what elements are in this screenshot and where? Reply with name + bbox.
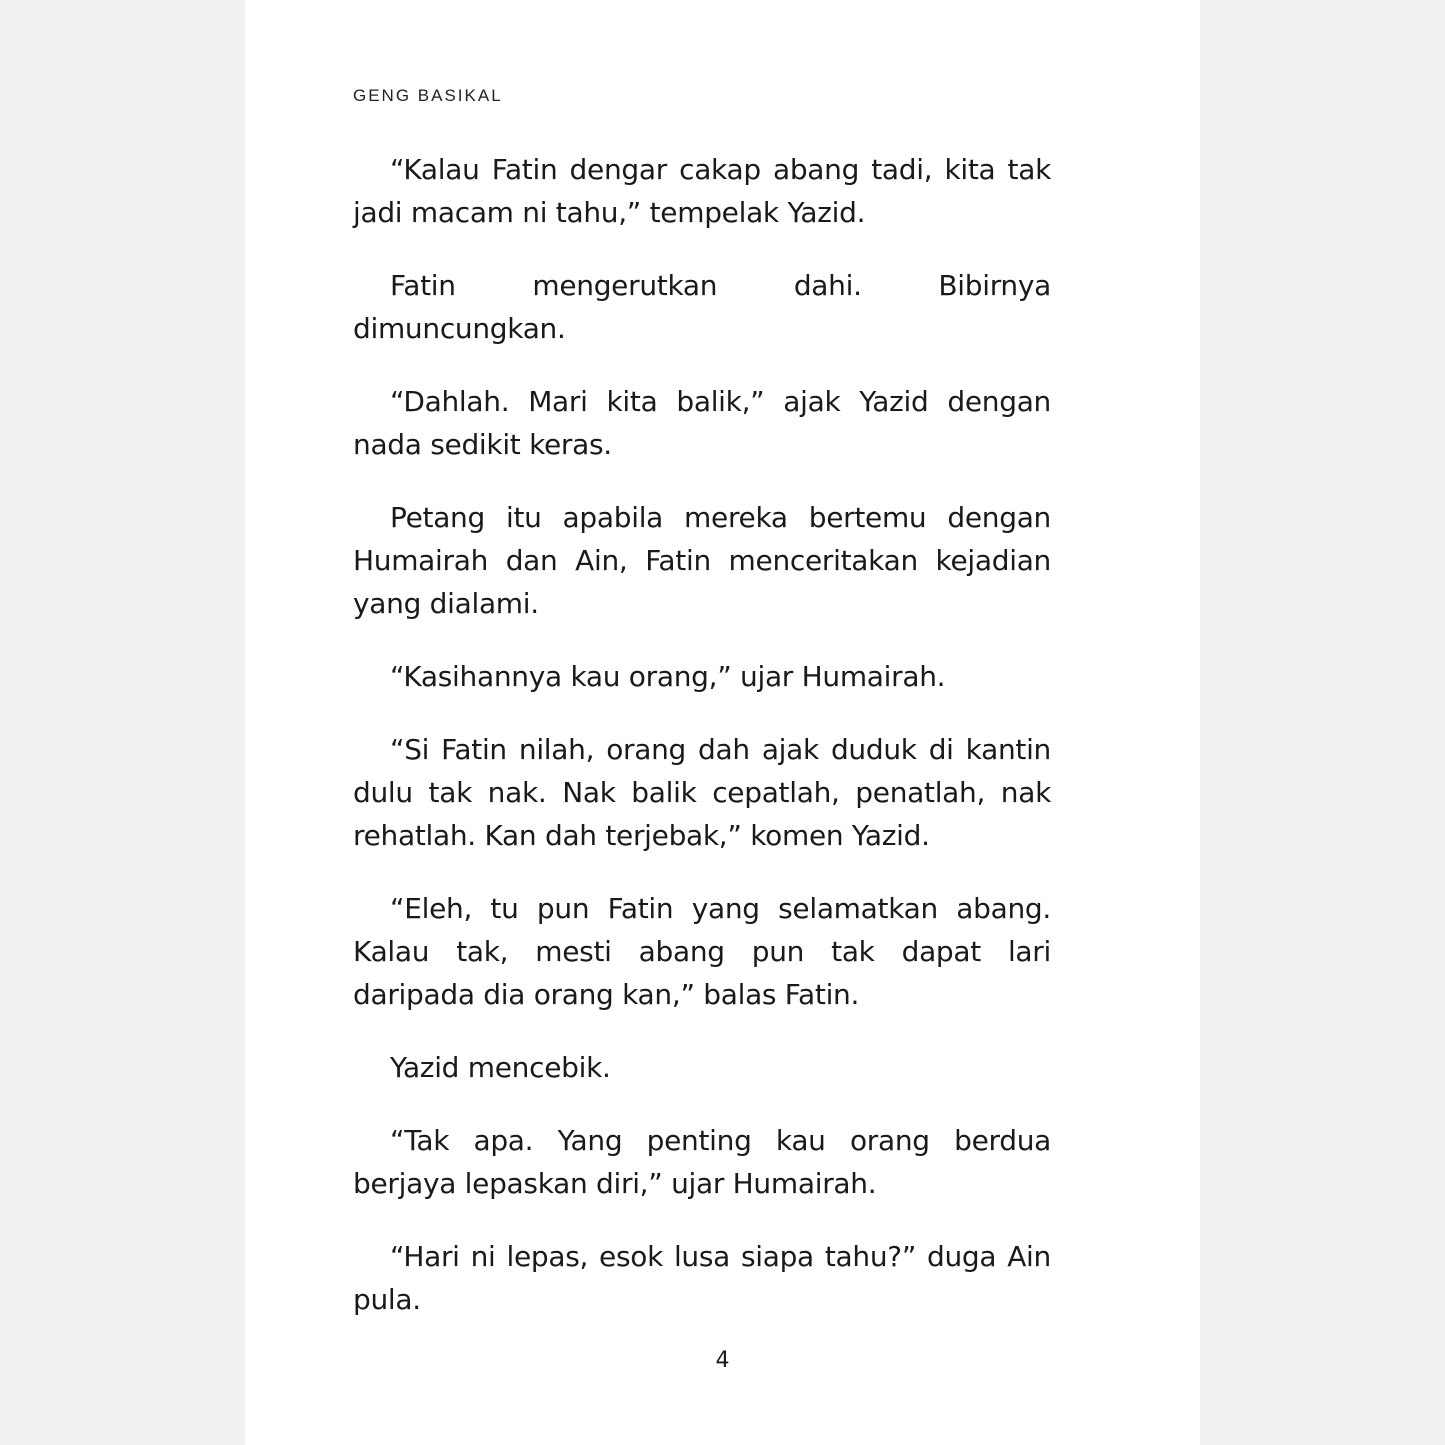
paragraph: “Kalau Fatin dengar cakap abang tadi, kita tak jadi macam ni tahu,” tempelak Yazid. — [353, 153, 1051, 229]
paragraph: “Eleh, tu pun Fatin yang selamatkan abang. Kalau tak, mesti abang pun tak dapat lari daripada dia orang kan,” balas Fatin. — [353, 892, 1051, 1011]
paragraph: “Kasihannya kau orang,” ujar Humairah. — [390, 660, 946, 693]
paragraph: Yazid mencebik. — [390, 1051, 611, 1084]
paragraph: “Tak apa. Yang penting kau orang berdua berjaya lepaskan diri,” ujar Humairah. — [353, 1124, 1051, 1200]
paragraph: Fatin mengerutkan dahi. Bibirnya dimuncungkan. — [353, 269, 1051, 345]
paragraph: “Hari ni lepas, esok lusa siapa tahu?” duga Ain pula. — [353, 1240, 1051, 1316]
running-header: GENG BASIKAL — [353, 86, 503, 105]
paragraph: Petang itu apabila mereka bertemu dengan Humairah dan Ain, Fatin menceritakan kejadian yang dialami. — [353, 501, 1051, 620]
book-page — [245, 0, 1200, 1445]
paragraph: “Si Fatin nilah, orang dah ajak duduk di kantin dulu tak nak. Nak balik cepatlah, penatlah, nak rehatlah. Kan dah terjebak,” komen Yazid. — [353, 733, 1051, 852]
body-text — [353, 148, 1051, 1351]
paragraph: “Dahlah. Mari kita balik,” ajak Yazid dengan nada sedikit keras. — [353, 385, 1051, 461]
page-number: 4 — [715, 1348, 730, 1373]
